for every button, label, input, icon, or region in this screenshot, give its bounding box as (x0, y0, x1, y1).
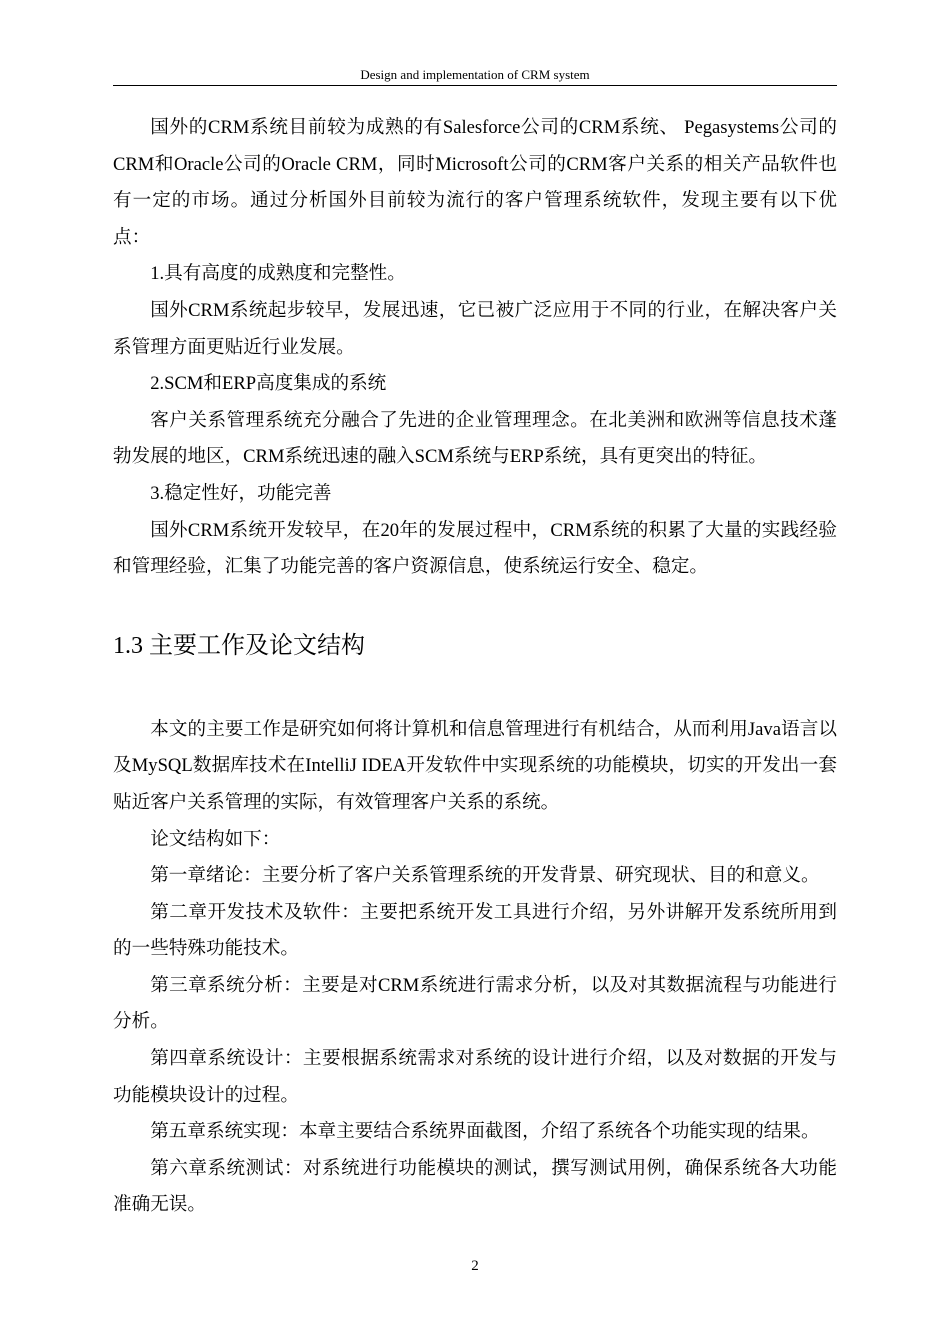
list-item-heading: 1.具有高度的成熟度和完整性。 (150, 263, 406, 285)
header-divider (113, 85, 837, 86)
body-paragraph: 论文结构如下： (150, 828, 281, 850)
page-header: Design and implementation of CRM system (360, 67, 590, 82)
body-paragraph: 国外CRM系统起步较早，发展迅速，它已被广泛应用于不同的行业，在解决客户关系管理方面更贴近行业发展。 (113, 299, 837, 358)
chapter-summary: 第一章绪论：主要分析了客户关系管理系统的开发背景、研究现状、目的和意义。 (150, 865, 820, 887)
body-paragraph: 国外的CRM系统目前较为成熟的有Salesforce公司的CRM系统、 Pegasystems公司的CRM和Oracle公司的Oracle CRM，同时Microsoft公司的CRM客户关系的相关产品软件也有一定的市场。通过分析国外目前较为流行的客户管理系统软件，发现主要有以下优点： (113, 117, 837, 248)
list-item-heading: 3.稳定性好，功能完善 (150, 482, 332, 504)
chapter-summary: 第二章开发技术及软件：主要把系统开发工具进行介绍，另外讲解开发系统所用到的一些特殊功能技术。 (113, 901, 837, 960)
body-paragraph: 本文的主要工作是研究如何将计算机和信息管理进行有机结合，从而利用Java语言以及MySQL数据库技术在IntelliJ IDEA开发软件中实现系统的功能模块，切实的开发出一套贴近客户关系管理的实际，有效管理客户关系的系统。 (113, 718, 837, 813)
body-paragraph: 国外CRM系统开发较早，在20年的发展过程中，CRM系统的积累了大量的实践经验和管理经验，汇集了功能完善的客户资源信息，使系统运行安全、稳定。 (113, 519, 837, 578)
chapter-summary: 第四章系统设计：主要根据系统需求对系统的设计进行介绍，以及对数据的开发与功能模块设计的过程。 (113, 1048, 837, 1106)
body-paragraph: 客户关系管理系统充分融合了先进的企业管理理念。在北美洲和欧洲等信息技术蓬勃发展的地区，CRM系统迅速的融入SCM系统与ERP系统，具有更突出的特征。 (113, 409, 837, 468)
page-body (113, 110, 837, 1224)
chapter-summary: 第六章系统测试：对系统进行功能模块的测试，撰写测试用例，确保系统各大功能准确无误。 (113, 1157, 837, 1216)
page-number: 2 (471, 1258, 479, 1274)
chapter-summary: 第三章系统分析：主要是对CRM系统进行需求分析，以及对其数据流程与功能进行分析。 (113, 974, 837, 1033)
list-item-heading: 2.SCM和ERP高度集成的系统 (150, 373, 387, 395)
section-heading: 1.3 主要工作及论文结构 (113, 632, 365, 659)
chapter-summary: 第五章系统实现：本章主要结合系统界面截图，介绍了系统各个功能实现的结果。 (150, 1121, 820, 1143)
